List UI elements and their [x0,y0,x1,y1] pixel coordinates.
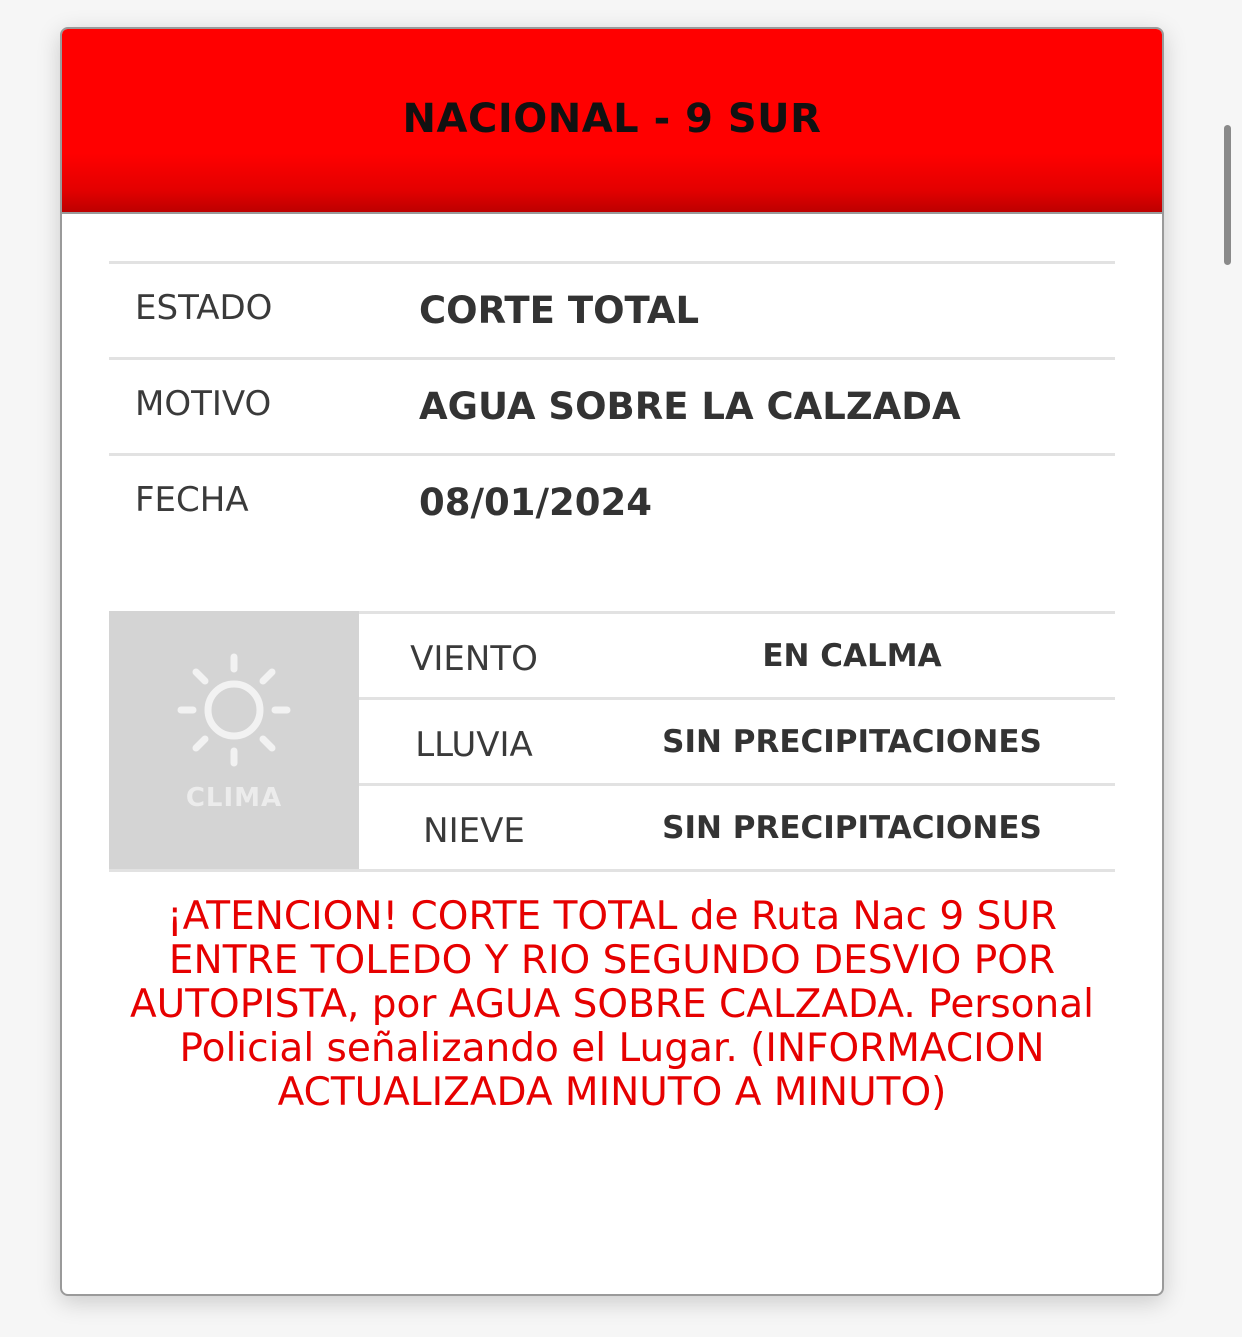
info-row-estado [109,264,1115,360]
nieve-label: NIEVE [423,810,525,851]
clima-rows [359,611,1115,869]
clima-label: CLIMA [185,783,283,813]
clima-icon-box [109,611,359,869]
info-row-motivo [109,360,1115,456]
motivo-value: AGUA SOBRE LA CALZADA [419,385,961,428]
sun-icon [175,651,293,769]
motivo-label: MOTIVO [135,383,272,424]
estado-label: ESTADO [135,287,273,328]
page-scrollbar[interactable] [1224,125,1231,265]
nieve-value: SIN PRECIPITACIONES [662,809,1042,846]
clima-row-lluvia [359,700,1115,786]
fecha-value: 08/01/2024 [419,481,652,524]
clima-block [109,611,1115,872]
lluvia-value: SIN PRECIPITACIONES [662,723,1042,760]
viento-value: EN CALMA [762,637,942,674]
status-info-table [109,261,1115,549]
clima-row-viento [359,614,1115,700]
card-header [62,29,1162,214]
estado-value: CORTE TOTAL [419,289,700,332]
alert-message: ¡ATENCION! CORTE TOTAL de Ruta Nac 9 SUR ENTRE TOLEDO Y RIO SEGUNDO DESVIO POR AUTOPISTA, por AGUA SOBRE CALZADA. Personal Policial señalizando el Lugar. (INFORMACION ACTUALIZADA MINUTO A MINUTO) [130,894,1094,1115]
route-status-card [60,27,1164,1296]
info-row-fecha [109,456,1115,549]
fecha-label: FECHA [135,479,249,520]
clima-row-nieve [359,786,1115,869]
route-title: NACIONAL - 9 SUR [402,95,822,142]
lluvia-label: LLUVIA [415,724,533,765]
viento-label: VIENTO [410,638,538,679]
